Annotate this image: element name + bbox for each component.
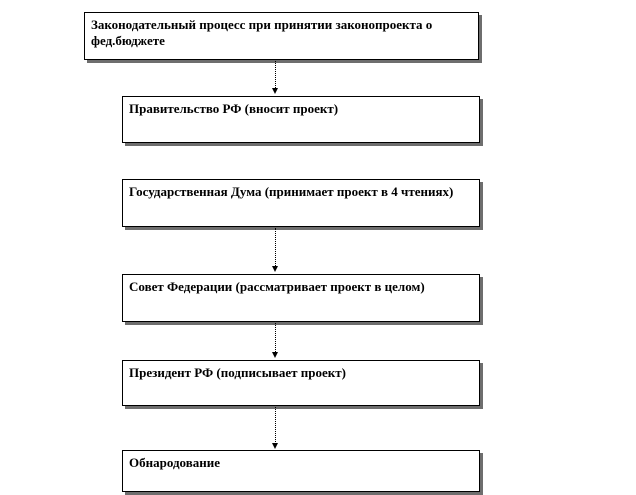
step-state-duma-text: Государственная Дума (принимает проект в 4 чтениях) [129, 184, 454, 199]
connector-arrow-3 [275, 323, 276, 352]
step-promulgation-box [122, 450, 480, 492]
arrowhead-4 [272, 443, 278, 449]
process-title-box [84, 12, 479, 60]
process-title-text: Законодательный процесс при принятии законопроекта о фед.бюджете [91, 17, 433, 48]
step-state-duma-box [122, 179, 480, 227]
arrowhead-1 [272, 88, 278, 94]
connector-arrow-4 [275, 407, 276, 444]
arrowhead-2 [272, 266, 278, 272]
step-president-text: Президент РФ (подписывает проект) [129, 365, 346, 380]
step-government-box [122, 96, 480, 143]
step-president-box [122, 360, 480, 406]
connector-arrow-2 [275, 228, 276, 266]
step-federation-council-text: Совет Федерации (рассматривает проект в целом) [129, 279, 425, 294]
step-promulgation-text: Обнародование [129, 455, 220, 470]
step-government-text: Правительство РФ (вносит проект) [129, 101, 339, 116]
step-federation-council-box [122, 274, 480, 322]
arrowhead-3 [272, 352, 278, 358]
connector-arrow-1 [275, 61, 276, 88]
